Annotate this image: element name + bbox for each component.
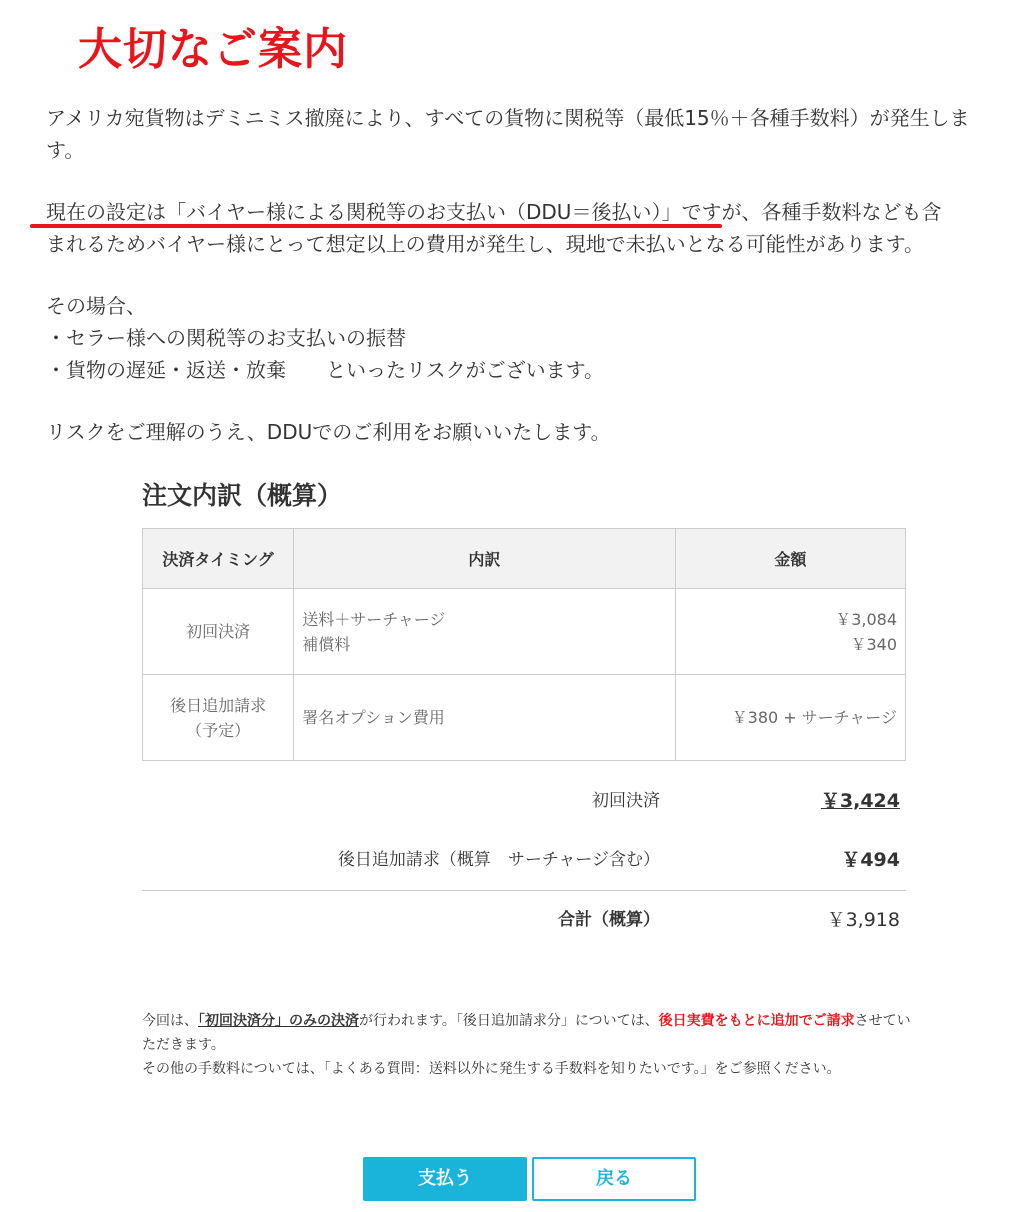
- footnote-emphasis: 「初回決済分」のみの決済: [198, 1013, 359, 1029]
- summary-total-value: ￥3,918: [826, 909, 900, 931]
- header-detail: 内訳: [294, 529, 676, 589]
- summary-later: [142, 840, 906, 880]
- table-header-row: [143, 529, 906, 589]
- detail-cell: 署名オプション費用: [294, 675, 676, 761]
- ddu-setting-line-1: 現在の設定は「バイヤー様による関税等のお支払い（DDU＝後払い）」ですが、各種手数料なども含: [46, 200, 942, 224]
- notice-body: [46, 102, 1008, 448]
- timing-note: （予定）: [186, 720, 251, 740]
- header-timing: 決済タイミング: [143, 529, 294, 589]
- footnote-text: させていただきます。: [142, 1013, 911, 1053]
- payment-footnote: [142, 1009, 912, 1081]
- summary-initial-value: ￥3,424: [820, 790, 900, 812]
- footnote-text: が行われます。「後日追加請求分」については、: [359, 1013, 659, 1029]
- breakdown-table: [142, 528, 906, 761]
- table-row: [143, 675, 906, 761]
- closing-request: リスクをご理解のうえ、DDUでのご利用をお願いいたします。: [46, 420, 611, 444]
- timing-label: 後日追加請求: [170, 695, 267, 715]
- timing-cell: [143, 675, 294, 761]
- summary-divider: [142, 890, 906, 891]
- amount-item: ￥3,084: [835, 609, 897, 629]
- ddu-setting-line-2: まれるためバイヤー様にとって想定以上の費用が発生し、現地で未払いとなる可能性があります。: [46, 232, 924, 256]
- footnote-alert: 後日実費をもとに追加でご請求: [658, 1013, 855, 1029]
- footnote-text: 今回は、: [142, 1013, 198, 1029]
- summary-initial-label: 初回決済: [592, 791, 660, 811]
- back-button[interactable]: 戻る: [532, 1157, 696, 1201]
- breakdown-title: 注文内訳（概算）: [142, 481, 343, 510]
- deminimis-paragraph: アメリカ宛貨物はデミニミス撤廃により、すべての貨物に関税等（最低15％＋各種手数料）が発生します。: [46, 106, 970, 162]
- pay-button[interactable]: 支払う: [363, 1157, 527, 1201]
- summary-total: [142, 900, 906, 940]
- summary-initial: [142, 781, 906, 821]
- summary-total-label: 合計（概算）: [558, 910, 660, 930]
- summary-later-value: ￥494: [841, 849, 900, 871]
- header-amount: 金額: [675, 529, 905, 589]
- detail-item: 送料＋サーチャージ: [302, 609, 446, 629]
- footnote-line-1: [142, 1009, 912, 1057]
- case-intro: その場合、: [46, 294, 146, 318]
- detail-item: 補償料: [302, 634, 351, 654]
- risk-item-delay: ・貨物の遅延・返送・放棄 といったリスクがございます。: [46, 358, 604, 382]
- risk-item-transfer: ・セラー様への関税等のお支払いの振替: [46, 326, 406, 350]
- amount-cell: ￥380 + サーチャージ: [675, 675, 905, 761]
- amount-item: ￥340: [850, 634, 897, 654]
- table-row: [143, 589, 906, 675]
- notice-title: 大切なご案内: [78, 24, 348, 75]
- footnote-line-2: その他の手数料については、「よくある質問：送料以外に発生する手数料を知りたいです。」をご参照ください。: [142, 1061, 841, 1077]
- detail-cell: [294, 589, 676, 675]
- timing-cell: 初回決済: [143, 589, 294, 675]
- summary-later-label: 後日追加請求（概算 サーチャージ含む）: [337, 850, 660, 870]
- amount-cell: [675, 589, 905, 675]
